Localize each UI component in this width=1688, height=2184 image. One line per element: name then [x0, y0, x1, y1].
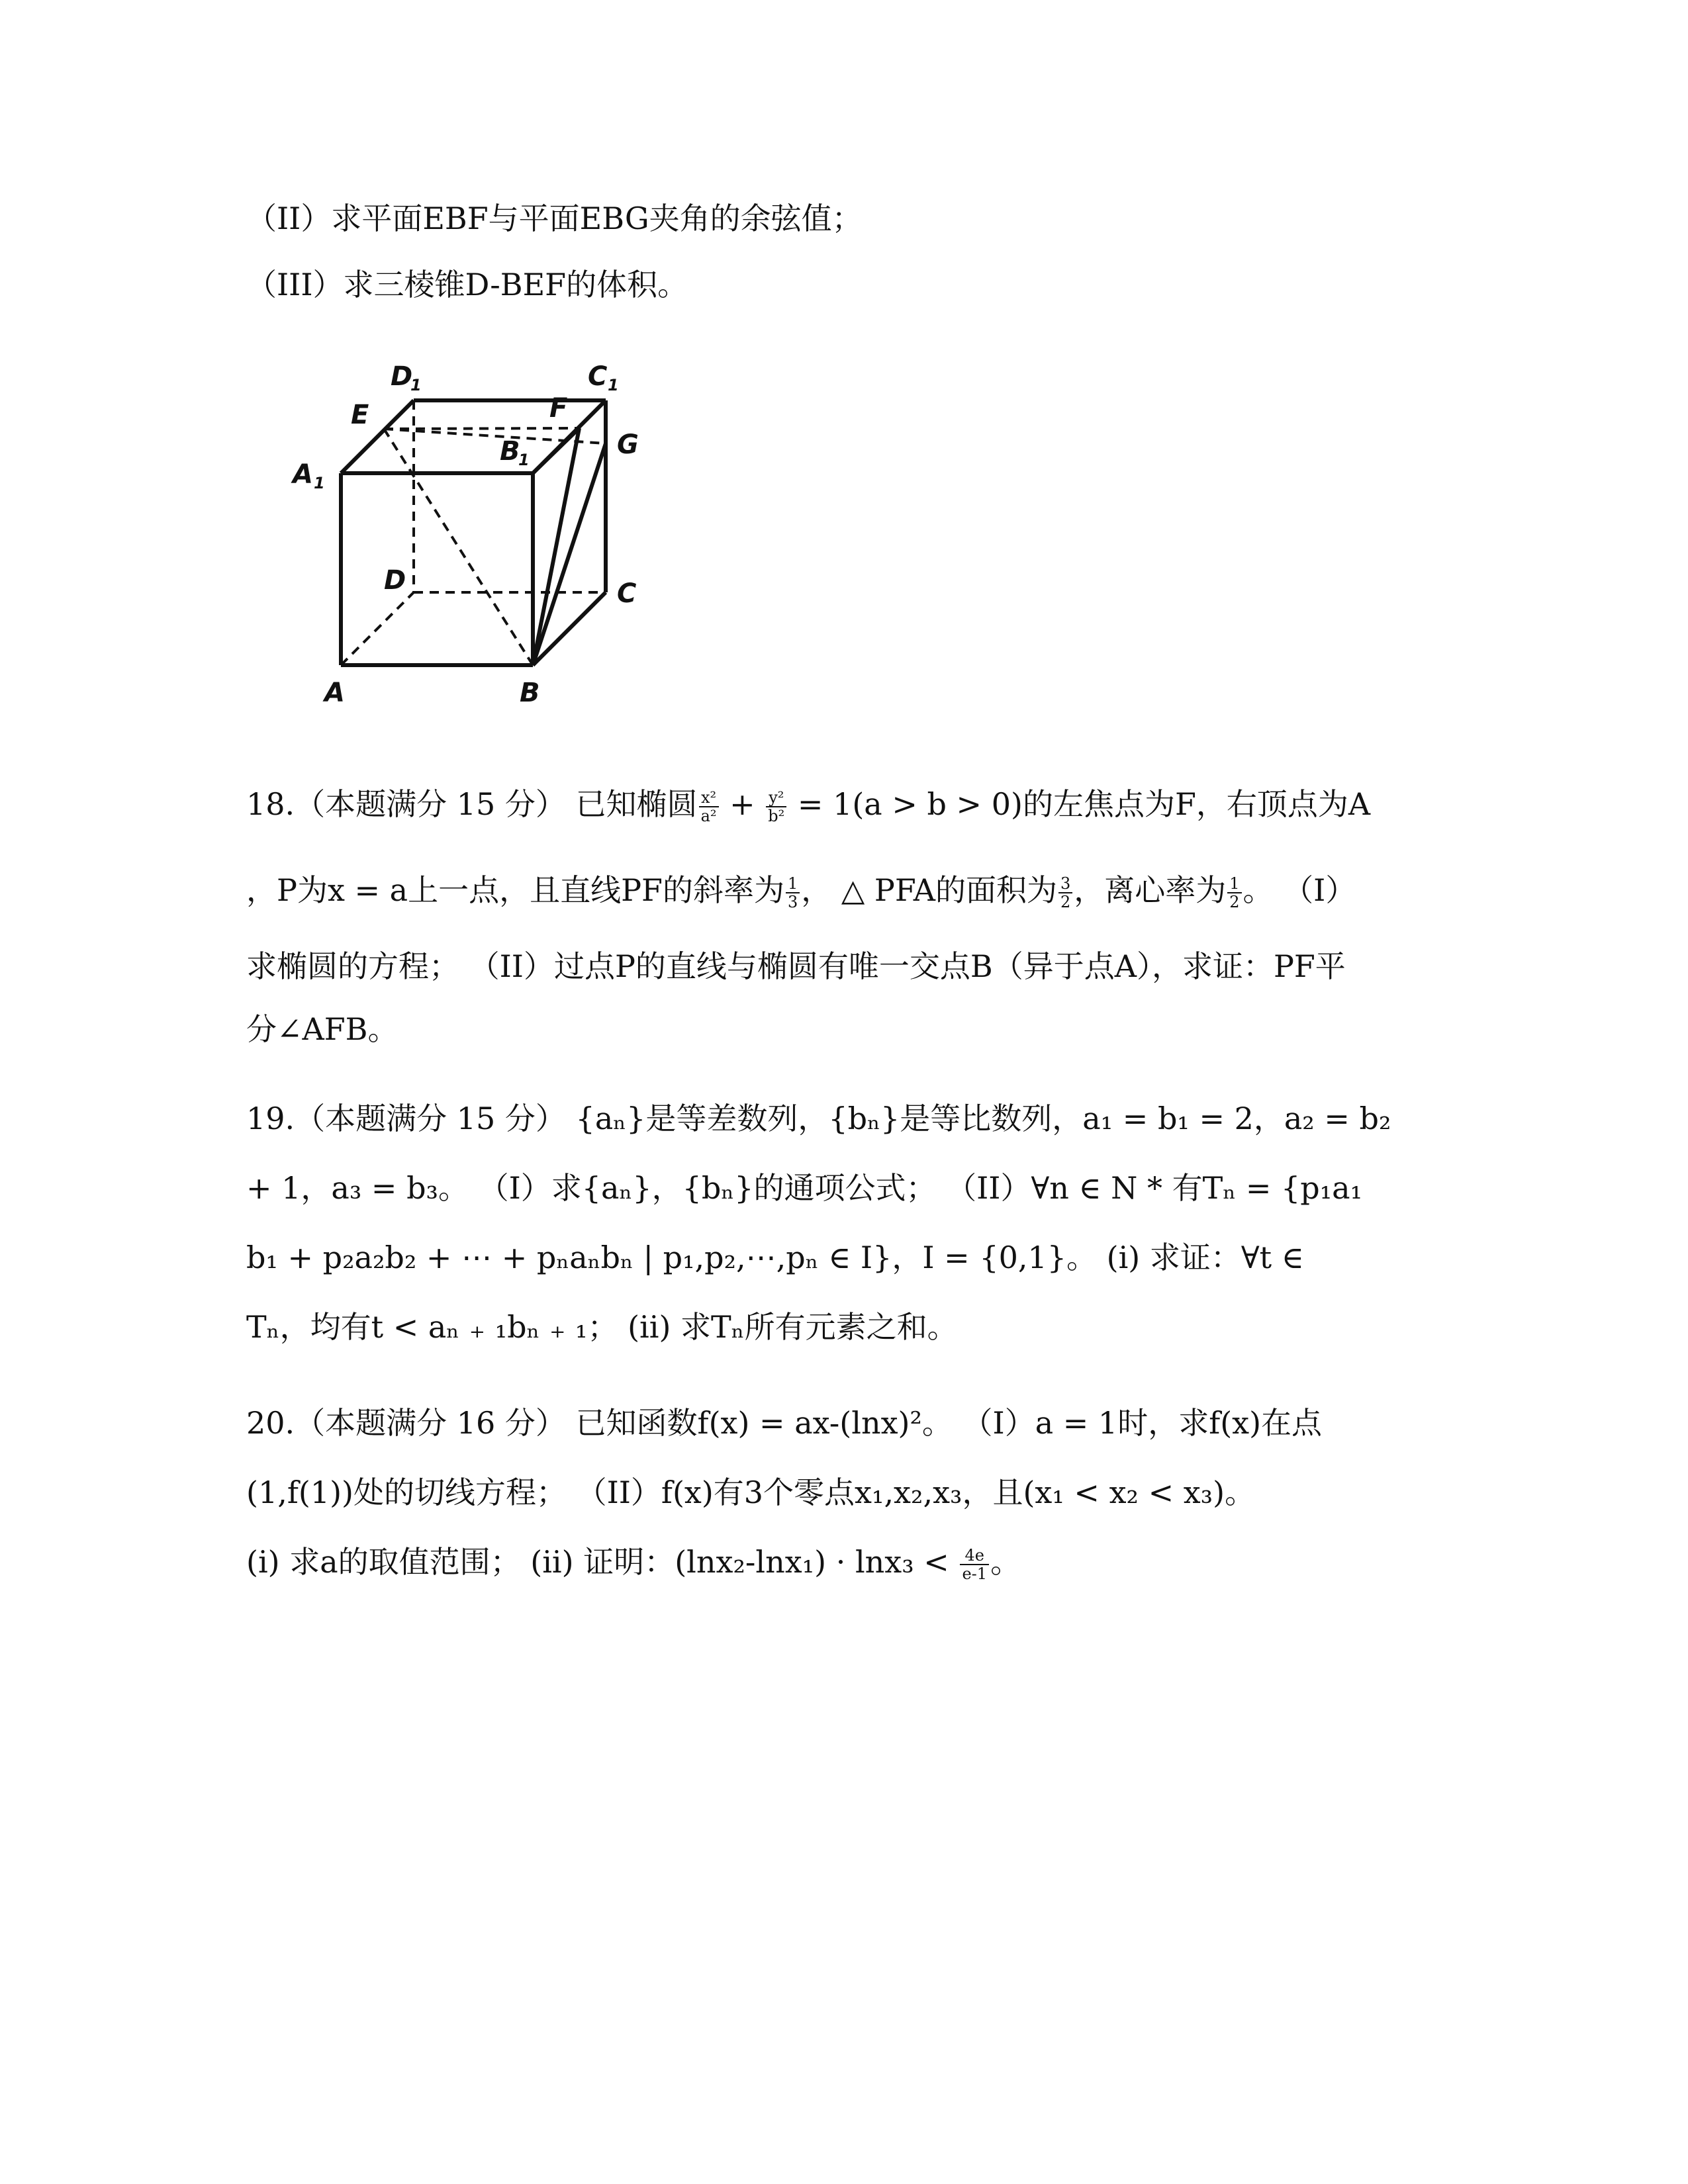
q20-line1: 20.（本题满分 16 分） 已知函数f(x) = ax-(lnx)²。 （I）a = 1时，求f(x)在点	[246, 1405, 1323, 1441]
label-a: A	[324, 678, 345, 708]
fraction-x2-over-a2	[699, 789, 719, 825]
frac-den: b²	[768, 807, 785, 825]
frac-den: 2	[1060, 893, 1071, 911]
q18-line2-b: ， △ PFA的面积为	[801, 872, 1057, 908]
label-b: B	[520, 678, 540, 708]
label-c1-sub: 1	[608, 376, 619, 394]
q19-line1: 19.（本题满分 15 分） {aₙ}是等差数列，{bₙ}是等比数列，a₁ = b₁ = 2，a₂ = b₂	[246, 1101, 1391, 1136]
q17-part3: （III）求三棱锥D-BEF的体积。	[246, 267, 688, 302]
hidden-segment-e-f	[384, 428, 579, 429]
frac-den: a²	[700, 807, 717, 825]
q17-part2: （II）求平面EBF与平面EBG夹角的余弦值；	[246, 201, 863, 236]
label-g: G	[617, 430, 639, 460]
label-a1: A	[293, 459, 313, 490]
q19-line2: + 1，a₃ = b₃。 （I）求{aₙ}，{bₙ}的通项公式； （II）∀n ∈ N * 有Tₙ = {p₁a₁	[246, 1170, 1363, 1206]
label-f: F	[549, 393, 568, 424]
q18-plus: +	[720, 786, 765, 822]
q18-line2-d: 。 （I）	[1243, 872, 1356, 908]
frac-den: e-1	[962, 1565, 988, 1583]
q18-prefix: 18.（本题满分 15 分） 已知椭圆	[246, 786, 698, 822]
q18-line2-a: ，P为x = a上一点，且直线PF的斜率为	[246, 872, 784, 908]
fraction-y2-over-b2	[766, 789, 786, 825]
label-c: C	[617, 578, 637, 609]
fraction-three-halves	[1058, 875, 1072, 911]
label-b1-sub: 1	[518, 451, 530, 469]
label-d1: D	[391, 361, 413, 392]
label-d: D	[384, 565, 406, 596]
frac-den: 2	[1229, 893, 1240, 911]
frac-num: x²	[699, 789, 719, 807]
cube-figure	[285, 344, 655, 715]
q18-line3: 求椭圆的方程； （II）过点P的直线与椭圆有唯一交点B（异于点A），求证：PF平	[246, 948, 1346, 984]
q20-line3-a: (i) 求a的取值范围； (ii) 证明：(lnx₂-lnx₁) · lnx₃ <	[246, 1544, 959, 1580]
label-e: E	[351, 400, 369, 430]
fraction-one-half	[1227, 875, 1241, 911]
q19-line3: b₁ + p₂a₂b₂ + ⋯ + pₙaₙbₙ | p₁,p₂,⋯,pₙ ∈ I}，I = {0,1}。 (i) 求证：∀t ∈	[246, 1240, 1304, 1275]
q19-line4: Tₙ，均有t < aₙ ₊ ₁bₙ ₊ ₁； (ii) 求Tₙ所有元素之和。	[246, 1309, 958, 1345]
frac-num: 1	[1227, 875, 1241, 893]
q20-line2: (1,f(1))处的切线方程； （II）f(x)有3个零点x₁,x₂,x₃，且(x₁ < x₂ < x₃)。	[246, 1475, 1256, 1510]
label-a1-sub: 1	[314, 474, 325, 492]
fraction-one-third	[786, 875, 800, 911]
q20-line3	[246, 1542, 1021, 1582]
frac-den: 3	[787, 893, 798, 911]
fraction-4e-over-e-minus-1	[960, 1547, 989, 1582]
frac-num: 1	[786, 875, 800, 893]
label-c1: C	[588, 361, 608, 392]
frac-num: 4e	[960, 1547, 989, 1565]
q18-line1	[246, 784, 1370, 825]
q18-line2-c: ，离心率为	[1074, 872, 1227, 908]
label-b1: B	[500, 436, 520, 467]
label-d1-sub: 1	[410, 376, 422, 394]
q18-line4: 分∠AFB。	[246, 1011, 399, 1047]
frac-num: y²	[766, 789, 786, 807]
q18-eq-rest: = 1(a > b > 0)的左焦点为F，右顶点为A	[788, 786, 1371, 822]
hidden-edge-a-d	[341, 592, 414, 665]
q18-line2	[246, 870, 1356, 911]
frac-num: 3	[1058, 875, 1072, 893]
q20-line3-b: 。	[990, 1544, 1021, 1580]
